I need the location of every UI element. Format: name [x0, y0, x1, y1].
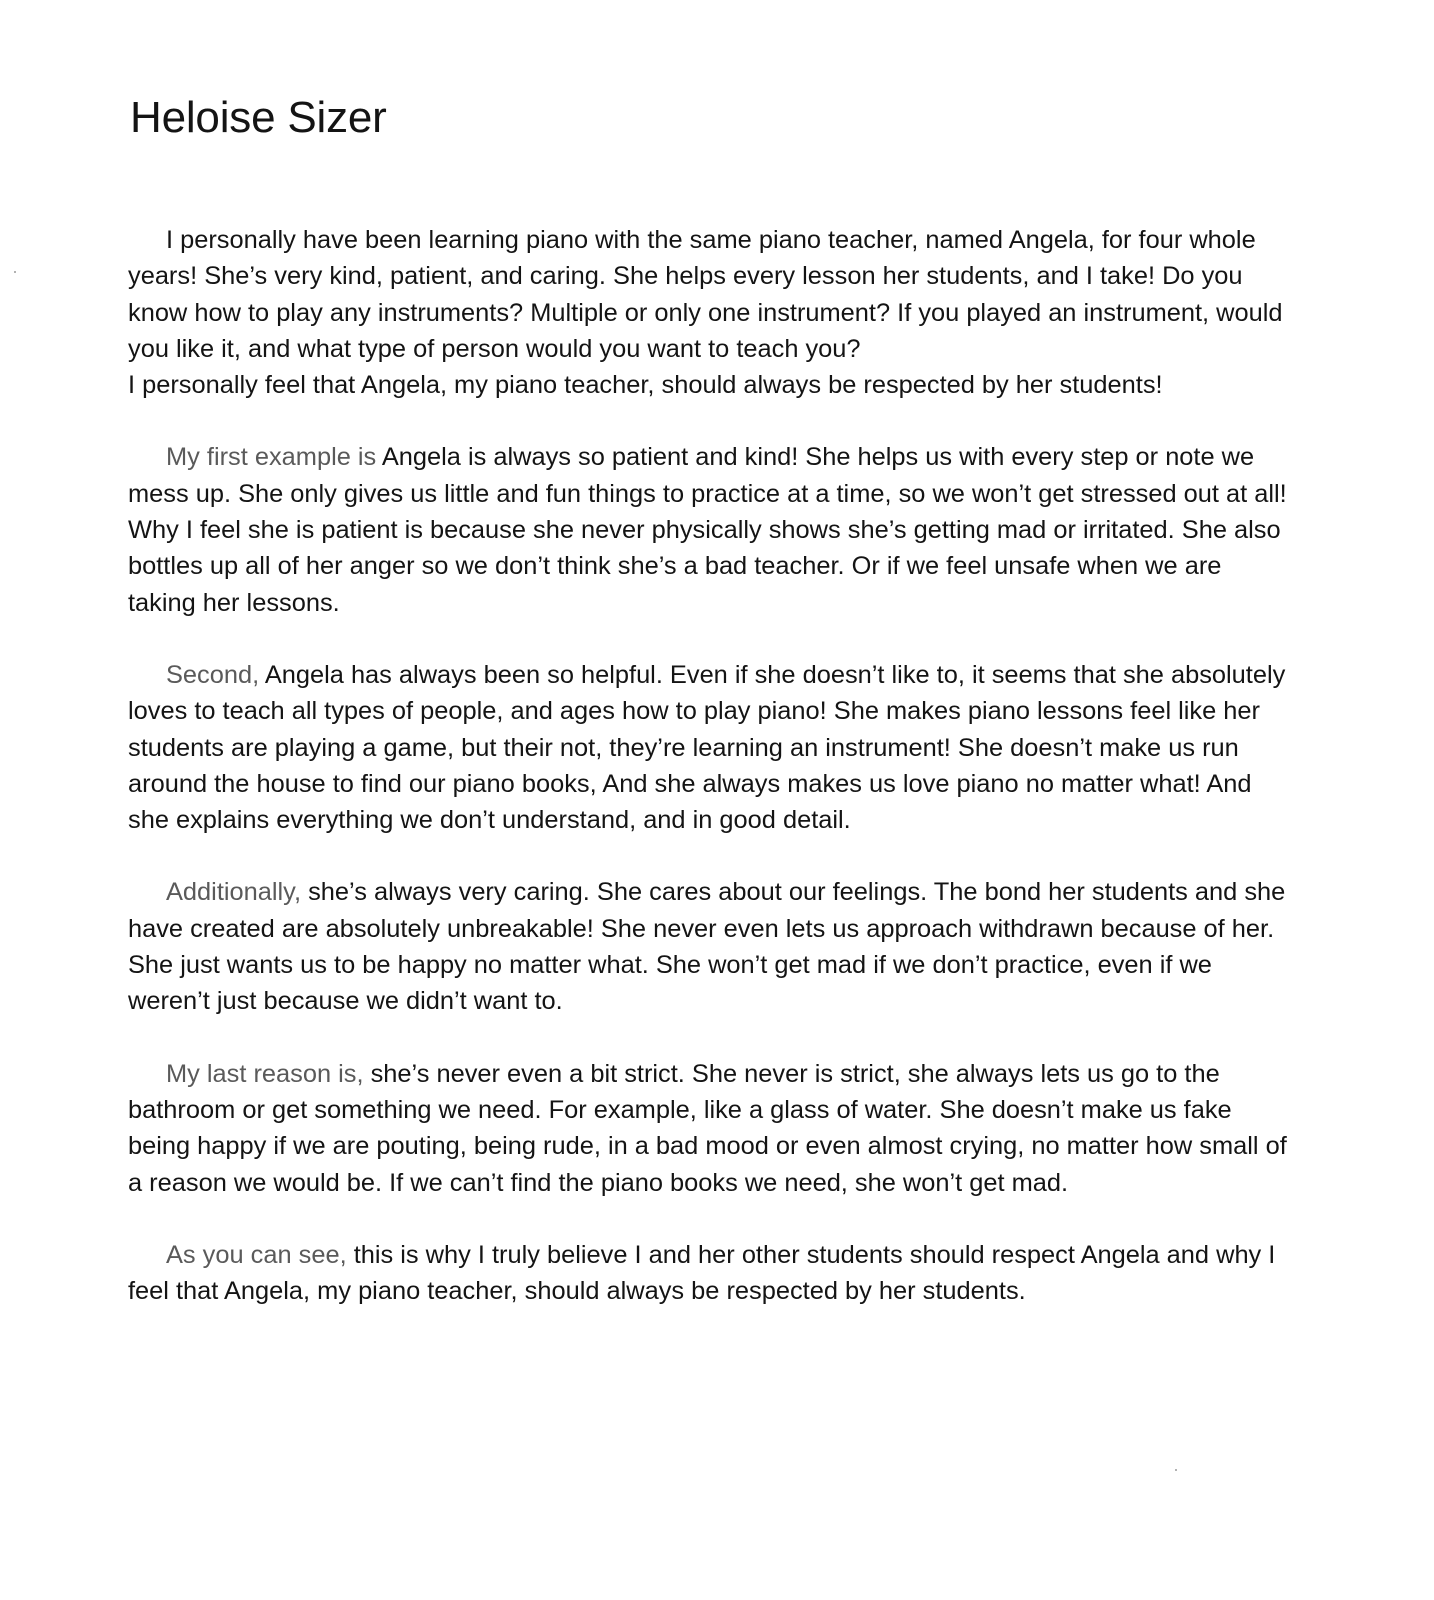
paragraph-lead: As you can see, [166, 1240, 347, 1269]
paragraph-last-reason [128, 1056, 1293, 1201]
paragraph-text: Angela is always so patient and kind! She helps us with every step or note we mess up. She only gives us little and fun things to practice at a time, so we won’t get stressed out at all! Why I feel she is patient is because she never physically shows she’s getting mad or irritated. She also bottles up all of her anger so we don’t think she’s a bad teacher. Or if we feel unsafe when we are taking her lessons. [128, 443, 1287, 617]
scan-speck [14, 271, 16, 273]
paragraph-text: she’s never even a bit strict. She never is strict, she always lets us go to the bathroom or get something we need. For example, like a glass of water. She doesn’t make us fake being happy if we are pouting, being rude, in a bad mood or even almost crying, no matter how small of a reason we would be. If we can’t find the piano books we need, she won’t get mad. [128, 1059, 1287, 1197]
paragraph-text: this is why I truly believe I and her other students should respect Angela and why I feel that Angela, my piano teacher, should always be respected by her students. [128, 1240, 1276, 1306]
paragraph-text: she’s always very caring. She cares about our feelings. The bond her students and she have created are absolutely unbreakable! She never even lets us approach withdrawn because of her. She just wants us to be happy no matter what. She won’t get mad if we don’t practice, even if we weren’t just because we didn’t want to. [128, 878, 1286, 1016]
essay-body [128, 222, 1293, 1345]
paragraph-conclusion [128, 1237, 1293, 1310]
paragraph-text: I personally have been learning piano with the same piano teacher, named Angela, for four whole years! She’s very kind, patient, and caring. She helps every lesson her students, and I take! Do you know how to play any instruments? Multiple or only one instrument? If you played an instrument, would you like it, and what type of person would you want to teach you? [128, 226, 1283, 363]
paragraph-text: Angela has always been so helpful. Even if she doesn’t like to, it seems that she absolutely loves to teach all types of people, and ages how to play piano! She makes piano lessons feel like her students are playing a game, but their not, they’re learning an instrument! She doesn’t make us run around the house to find our piano books, And she always makes us love piano no matter what! And she explains everything we don’t understand, and in good detail. [128, 660, 1286, 835]
paragraph-thesis-line: I personally feel that Angela, my piano teacher, should always be respected by her students! [128, 371, 1163, 400]
paragraph-additionally [128, 874, 1293, 1019]
paragraph-lead: My first example is [166, 443, 377, 472]
paragraph-second [128, 657, 1293, 838]
paragraph-lead: My last reason is, [166, 1059, 364, 1088]
paragraph-intro [128, 222, 1293, 403]
paragraph-lead: Additionally, [166, 878, 302, 907]
scan-speck [1175, 1469, 1177, 1471]
paragraph-first-example [128, 439, 1293, 620]
paragraph-lead: Second, [166, 660, 260, 689]
page-title: Heloise Sizer [130, 93, 387, 142]
